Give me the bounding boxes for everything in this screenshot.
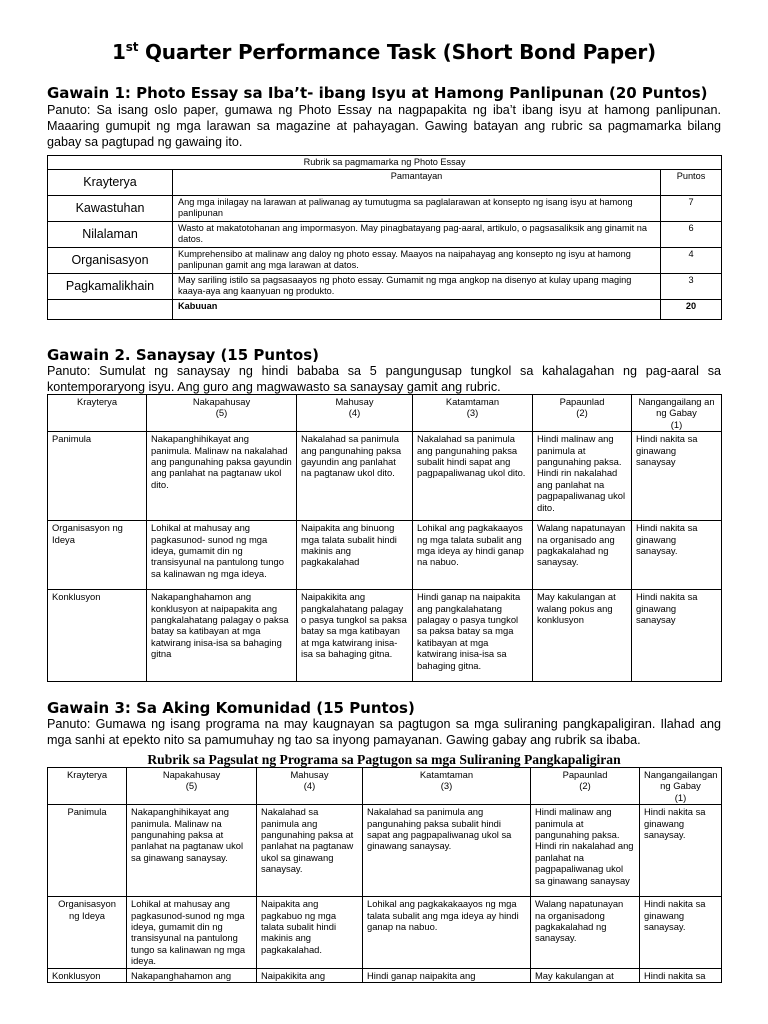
criterion-cell: Panimula	[48, 805, 127, 897]
table-cell: Hindi ganap naipakita ang	[363, 968, 531, 982]
table-cell: Nakalahad sa panimula ang pangunahing paksa at panlahat na pagtanaw ukol sa ginawang sanaysay.	[257, 805, 363, 897]
table-cell: Lohikal at mahusay ang pagkasunod-sunod ng mga ideya, gumamit din ng transisyunal na pantulong tungo sa kalinawan ng mga ideya.	[127, 897, 257, 968]
criterion-cell: Organisasyon	[48, 248, 173, 274]
table-row	[48, 196, 722, 222]
standard-cell: Wasto at makatotohanan ang impormasyon. May pinagbatayang pag-aaral, artikulo, o pagsasaliksik ang ginamit na datos.	[173, 222, 661, 248]
criterion-cell: Konklusyon	[48, 968, 127, 982]
table-cell: Hindi nakita sa ginawang sanaysay	[632, 432, 722, 521]
gawain-2-heading: Gawain 2. Sanaysay (15 Puntos)	[47, 346, 320, 364]
header-level-1: Nangangailangan ng Gabay (1)	[640, 768, 722, 805]
table-cell: Nakalahad sa panimula ang pangunahing paksa subalit hindi sapat ang pagpapaliwanag ukol dito.	[413, 432, 533, 521]
total-label: Kabuuan	[173, 300, 661, 320]
criterion-cell: Nilalaman	[48, 222, 173, 248]
table-cell: Hindi nakita sa ginawang sanaysay	[632, 590, 722, 682]
table-cell: Walang napatunayan na organisado ang pagkakalahad ng sanaysay.	[533, 521, 632, 590]
standard-cell: May sariling istilo sa pagsasaayos ng photo essay. Gumamit ng mga angkop na disenyo at kulay upang maging kaaya-aya ang kaanyuan ng produkto.	[173, 274, 661, 300]
table-cell: Hindi nakita sa ginawang sanaysay.	[640, 805, 722, 897]
table-caption: Rubrik sa pagmamarka ng Photo Essay	[48, 156, 722, 170]
points-cell: 6	[661, 222, 722, 248]
header-level-1: Nangangailang an ng Gabay (1)	[632, 395, 722, 432]
points-cell: 4	[661, 248, 722, 274]
criterion-cell: Kawastuhan	[48, 196, 173, 222]
table-cell: Nakalahad sa panimula ang pangunahing paksa gayundin ang panlahat na pagtanaw ukol dito.	[297, 432, 413, 521]
header-level-2: Papaunlad (2)	[533, 395, 632, 432]
table-row	[48, 274, 722, 300]
header-krayterya: Krayterya	[48, 170, 173, 196]
table-cell: Naipakita ang binuong mga talata subalit hindi makinis ang pagkakalahad	[297, 521, 413, 590]
header-level-4: Mahusay (4)	[297, 395, 413, 432]
header-puntos: Puntos	[661, 170, 722, 196]
table-cell: Hindi ganap na naipakita ang pangkalahatang palagay o pasya tungkol sa paksa batay sa mga katibayan at mga katwirang inisa-isa sa bahaging gitna.	[413, 590, 533, 682]
header-pamantayan: Pamantayan	[173, 170, 661, 196]
table-cell: Naipakita ang pagkabuo ng mga talata subalit hindi makinis ang pagkakalahad.	[257, 897, 363, 968]
criterion-cell: Pagkamalikhain	[48, 274, 173, 300]
table-row	[48, 968, 722, 982]
table-cell: Nakapanghihikayat ang panimula. Malinaw na pangunahing paksa at panlahat na pagtanaw ukol sa ginawang sanaysay.	[127, 805, 257, 897]
table-cell: Nakapanghihikayat ang panimula. Malinaw na nakalahad ang pangunahing paksa gayundin ang panlahat na pagtanaw ukol dito.	[147, 432, 297, 521]
table-cell: Walang napatunayan na organisadong pagkakalahad ng sanaysay.	[531, 897, 640, 968]
table-cell: Nakalahad sa panimula ang pangunahing paksa subalit hindi sapat ang pagpapaliwanag ukol sa ginawang sanaysay.	[363, 805, 531, 897]
table-cell: Nakapanghahamon ang konklusyon at naipapakita ang pangkalahatang palagay o paksa batay sa katibayan at mga katwirang inisa-isa sa bahaging gitna	[147, 590, 297, 682]
table-cell: Lohikal ang pagkakakaayos ng mga talata subalit ang mga ideya ay hindi ganap na nabuo.	[363, 897, 531, 968]
table-cell: Lohikal at mahusay ang pagkasunod- sunod ng mga ideya, gumamit din ng transisyunal na pantulong tungo sa kalinawan ng mga ideya.	[147, 521, 297, 590]
header-level-5: Nakapahusay (5)	[147, 395, 297, 432]
criterion-cell: Konklusyon	[48, 590, 147, 682]
table-cell: Hindi malinaw ang panimula at pangunahing paksa. Hindi rin nakalahad ang panlahat na pagpapaliwanag ukol sa ginawang sanaysay	[531, 805, 640, 897]
header-level-4: Mahusay (4)	[257, 768, 363, 805]
gawain-1-instruction: Panuto: Sa isang oslo paper, gumawa ng Photo Essay na nagpapakita ng iba’t ibang isyu at hamong panlipunan. Maaaring gumupit ng mga larawan sa magazine at pahayagan. Gawing batayan ang rubric sa pagmamarka bilang gabay sa pagtupad ng gawaing ito.	[47, 103, 721, 149]
gawain-2-instruction: Panuto: Sumulat ng sanaysay ng hindi bababa sa 5 pangungusap tungkol sa kahalagahan ng pag-aaral sa kontemporaryong isyu. Ang guro ang magwawasto sa sanaysay gamit ang rubric.	[47, 364, 721, 394]
table-total-row	[48, 300, 722, 320]
table-row	[48, 805, 722, 897]
header-krayterya: Krayterya	[48, 395, 147, 432]
table-cell: Naipakikita ang pangkalahatang palagay o pasya tungkol sa paksa batay sa mga katibayan at mga katwirang inisa- isa sa bahaging gitna.	[297, 590, 413, 682]
points-cell: 3	[661, 274, 722, 300]
table-cell: Lohikal ang pagkakaayos ng mga talata subalit ang mga ideya ay hindi ganap na nabuo.	[413, 521, 533, 590]
table-cell: Hindi malinaw ang panimula at pangunahing paksa. Hindi rin nakalahad ang panlahat na pagpapaliwanag ukol dito.	[533, 432, 632, 521]
rubric-3-title: Rubrik sa Pagsulat ng Programa sa Pagtugon sa mga Suliraning Pangkapaligiran	[147, 752, 621, 767]
table-cell: May kakulangan at	[531, 968, 640, 982]
table-row	[48, 248, 722, 274]
header-krayterya: Krayterya	[48, 768, 127, 805]
table-row	[48, 897, 722, 968]
table-row	[48, 222, 722, 248]
gawain-3-instruction: Panuto: Gumawa ng isang programa na may kaugnayan sa pagtugon sa mga suliraning pangkapaligiran. Ilahad ang mga sanhi at epekto nito sa pamumuhay ng tao sa inyong pamayanan. Gawing gabay ang rubrik sa ibaba.	[47, 717, 721, 747]
header-level-3: Katamtaman (3)	[363, 768, 531, 805]
table-cell: May kakulangan at walang pokus ang konklusyon	[533, 590, 632, 682]
table-cell: Hindi nakita sa ginawang sanaysay.	[632, 521, 722, 590]
gawain-1-heading: Gawain 1: Photo Essay sa Iba’t- ibang Isyu at Hamong Panlipunan (20 Puntos)	[47, 84, 708, 102]
header-level-2: Papaunlad (2)	[531, 768, 640, 805]
header-level-5: Napakahusay (5)	[127, 768, 257, 805]
photo-essay-rubric-table	[47, 155, 722, 320]
criterion-cell: Organisasyon ng Ideya	[48, 521, 147, 590]
total-value: 20	[661, 300, 722, 320]
standard-cell: Kumprehensibo at malinaw ang daloy ng photo essay. Maayos na naipahayag ang konsepto ng isyu at hamong panlipunan gamit ang mga larawan at datos.	[173, 248, 661, 274]
table-cell: Nakapanghahamon ang	[127, 968, 257, 982]
standard-cell: Ang mga inilagay na larawan at paliwanag ay tumutugma sa paglalarawan at konsepto ng isang isyu at hamong panlipunan	[173, 196, 661, 222]
table-row	[48, 521, 722, 590]
table-row	[48, 590, 722, 682]
page-title: 1st Quarter Performance Task (Short Bond Paper)	[112, 40, 656, 64]
sanaysay-rubric-table	[47, 394, 722, 682]
table-cell: Naipakikita ang	[257, 968, 363, 982]
programa-rubric-table	[47, 767, 722, 983]
header-level-3: Katamtaman (3)	[413, 395, 533, 432]
table-cell: Hindi nakita sa	[640, 968, 722, 982]
criterion-cell: Panimula	[48, 432, 147, 521]
table-cell: Hindi nakita sa ginawang sanaysay.	[640, 897, 722, 968]
gawain-3-heading: Gawain 3: Sa Aking Komunidad (15 Puntos)	[47, 699, 415, 717]
points-cell: 7	[661, 196, 722, 222]
criterion-cell: Organisasyon ng Ideya	[48, 897, 127, 968]
table-row	[48, 432, 722, 521]
